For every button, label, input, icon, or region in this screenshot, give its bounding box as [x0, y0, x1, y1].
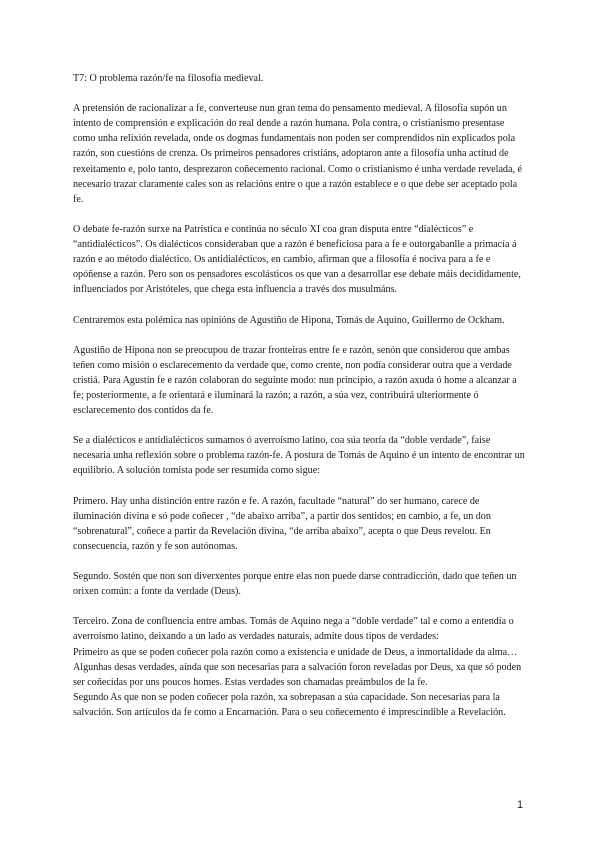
document-title: T7: O problema razón/fe na filosofía medieval. — [73, 73, 264, 84]
paragraph-primeiro-verdades: Primeiro as que se poden coñecer pola razón como a existencia e unidade de Deus, a inmortalidade da alma… Algunhas desas verdades, aínda que son necesarias para a salvación foron reveladas por Deus, xa que só poden ser coñecidas por uns poucos homes. Estas verdades son chamadas preámbulos de la fe. — [73, 646, 522, 688]
paragraph-agustino: Agustiño de Hipona non se preocupou de trazar fronteiras entre fe e razón, senón que considerou que ambas teñen como misión o esclarecemento da verdade que, como crente, non podía considerar outra que a verdade cristiá. Para Agustín fe e razón colaboran do seguinte modo: nun principio, a razón axuda ó home a alcanzar a fe; posteriormente, a fe orientará e iluminará la razón; a razón, a súa vez, contribuirá ulteriormente ó esclarecemento dos contidos da fe. — [73, 344, 517, 417]
paragraph-segundo-verdades: Segundo As que non se poden coñecer pola razón, xa sobrepasan a súa capacidade. Son necesarias para la salvación. Son artículos da fe como a Encarnación. Para o seu coñecemento é imprescindible a Revelación. — [73, 691, 506, 718]
page-number: 1 — [517, 799, 524, 811]
paragraph-debate: O debate fe-razón surxe na Patrística e continúa no século XI coa gran disputa entre “dialécticos” e “antidialécticos”. Os dialécticos consideraban que a razón é beneficiosa para a fe e outorgabanlle a primacía á razón e ao método dialéctico. Os antidialécticos, en cambio, afirman que a filosofía é nociva para a fe e opóñense a razón. Pero son os pensadores escolásticos os que van a desarrollar ese debate máis decididamente, influenciados por Aristóteles, que chega esta influencia a través dos musulmáns. — [73, 223, 521, 296]
paragraph-intro: A pretensión de racionalizar a fe, converteuse nun gran tema do pensamento medieval. A filosofía supón un intento de comprensión e explicación do real dende a razón humana. Pola contra, o cristianismo presentase como unha relixión revelada, onde os dogmas fundamentais non poden ser comprendidos nin explicados pola razón, son cuestións de crenza. Os primeiros pensadores cristiáns, adoptaron ante a filosofía unha actitud de rexeitamento e, polo tanto, desprezaron coñecemento racional. Como o cristianismo é unha verdade revelada, é necesario trazar claramente cales son as relacións entre o que a razón establece e o que debe ser aceptado pola fe. — [73, 103, 522, 205]
paragraph-primero: Primero. Hay unha distinción entre razón e fe. A razón, facultade “natural” do ser humano, carece de iluminación divina e só pode coñecer , “de abaixo arriba”, a partir dos sentidos; en cambio, a fe, un don “sobrenatural”, coñece a partir da Revelación divina, “de arriba abaixo”, acepta o que Deus revelou. En consecuencia, razón y fe son autónomas. — [73, 495, 491, 552]
paragraph-segundo: Segundo. Sostén que non son diverxentes porque entre elas non puede darse contradicción, dado que teñen un orixen común: a fonte da verdade (Deus). — [73, 571, 517, 598]
paragraph-terceiro: Terceiro. Zona de confluencia entre ambas. Tomás de Aquino nega a “doble verdade” tal e como a entendía o averroísmo latino, deixando a un lado as verdades naturais, admite dous tipos de verdades: — [73, 616, 514, 643]
paragraph-focus: Centraremos esta polémica nas opinións de Agustiño de Hipona, Tomás de Aquino, Guillermo de Ockham. — [73, 314, 505, 326]
paragraph-tomas-intro: Se a dialécticos e antidialécticos sumamos ó averroísmo latino, coa súa teoría da “doble verdade”, faise necesaria unha reflexión sobre o problema razón-fe. A postura de Tomás de Aquino é un intento de encontrar un equilibrio. A solución tomista pode ser resumida como sigue: — [73, 435, 525, 477]
document-body — [73, 71, 525, 720]
